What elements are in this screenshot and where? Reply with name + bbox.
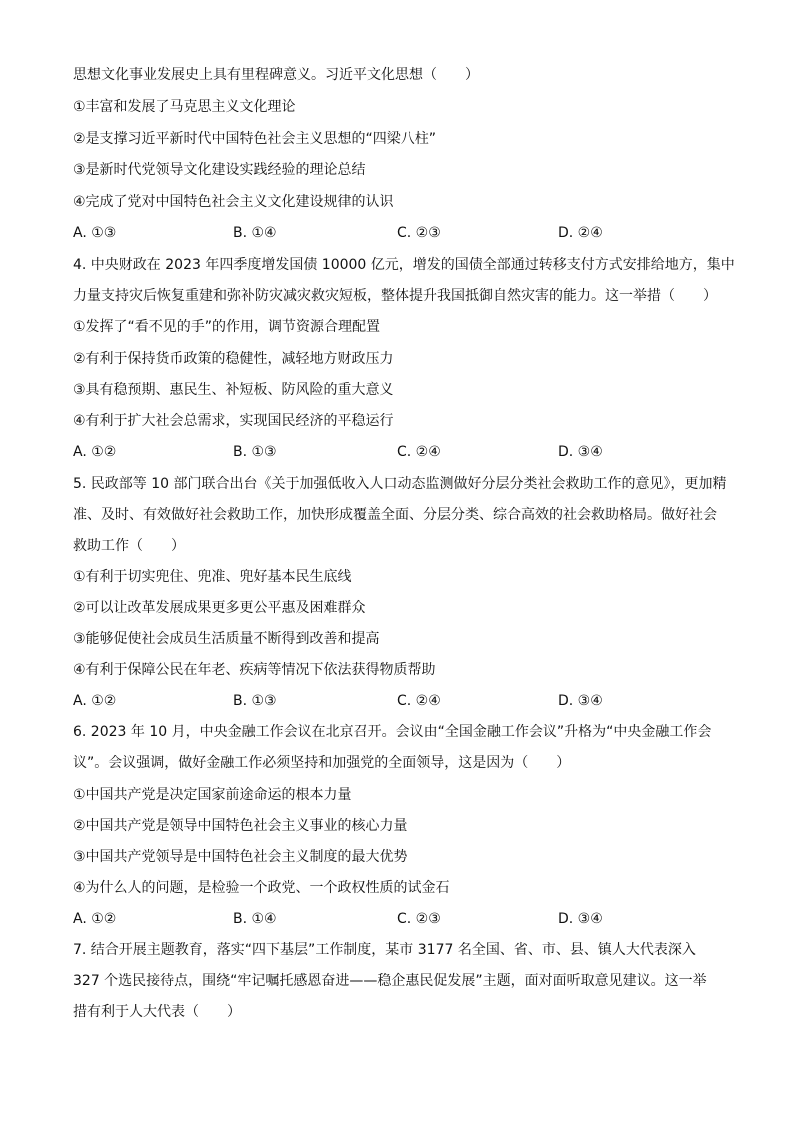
q4-option-b: B. ①③ bbox=[233, 444, 277, 460]
q6-statement-3: ③中国共产党领导是中国特色社会主义制度的最大优势 bbox=[73, 849, 408, 865]
q3-statement-4: ④完成了党对中国特色社会主义文化建设规律的认识 bbox=[73, 194, 394, 210]
q4-statement-1: ①发挥了“看不见的手”的作用，调节资源合理配置 bbox=[73, 319, 381, 335]
q5-option-a: A. ①② bbox=[73, 693, 117, 709]
q4-stem-line-2: 力量支持灾后恢复重建和弥补防灾减灾救灾短板，整体提升我国抵御自然灾害的能力。这一举措（ ） bbox=[73, 288, 717, 304]
q4-option-d: D. ③④ bbox=[558, 444, 603, 460]
q5-option-c: C. ②④ bbox=[397, 693, 441, 709]
q5-statement-4: ④有利于保障公民在年老、疾病等情况下依法获得物质帮助 bbox=[73, 662, 436, 678]
q7-stem-line-1: 7. 结合开展主题教育，落实“四下基层”工作制度，某市 3177 名全国、省、市、县、镇人大代表深入 bbox=[73, 942, 696, 958]
q6-option-d: D. ③④ bbox=[558, 911, 603, 927]
q6-option-b: B. ①④ bbox=[233, 911, 277, 927]
q5-stem-line-1: 5. 民政部等 10 部门联合出台《关于加强低收入人口动态监测做好分层分类社会救助工作的意见》，更加精 bbox=[73, 476, 727, 492]
q5-option-b: B. ①③ bbox=[233, 693, 277, 709]
q6-stem-line-2: 议”。会议强调，做好金融工作必须坚持和加强党的全面领导，这是因为（ ） bbox=[73, 755, 571, 771]
q3-statement-2: ②是支撑习近平新时代中国特色社会主义思想的“四梁八柱” bbox=[73, 131, 437, 147]
q6-option-c: C. ②③ bbox=[397, 911, 441, 927]
q5-statement-3: ③能够促使社会成员生活质量不断得到改善和提高 bbox=[73, 631, 380, 647]
q4-option-a: A. ①② bbox=[73, 444, 117, 460]
q5-statement-1: ①有利于切实兜住、兜准、兜好基本民生底线 bbox=[73, 569, 352, 585]
q4-statement-3: ③具有稳预期、惠民生、补短板、防风险的重大意义 bbox=[73, 382, 394, 398]
q6-statement-1: ①中国共产党是决定国家前途命运的根本力量 bbox=[73, 787, 352, 803]
q3-stem-tail: 思想文化事业发展史上具有里程碑意义。习近平文化思想（ ） bbox=[73, 67, 479, 83]
q4-option-c: C. ②④ bbox=[397, 444, 441, 460]
q3-statement-1: ①丰富和发展了马克思主义文化理论 bbox=[73, 99, 296, 115]
q5-option-d: D. ③④ bbox=[558, 693, 603, 709]
q7-stem-line-2: 327 个选民接待点，围绕“牢记嘱托感恩奋进——稳企惠民促发展”主题，面对面听取意见建议。这一举 bbox=[73, 973, 707, 989]
q4-stem-line-1: 4. 中央财政在 2023 年四季度增发国债 10000 亿元，增发的国债全部通过转移支付方式安排给地方，集中 bbox=[73, 257, 735, 273]
q4-statement-4: ④有利于扩大社会总需求，实现国民经济的平稳运行 bbox=[73, 413, 394, 429]
q3-option-a: A. ①③ bbox=[73, 225, 117, 241]
q3-statement-3: ③是新时代党领导文化建设实践经验的理论总结 bbox=[73, 162, 366, 178]
q6-statement-2: ②中国共产党是领导中国特色社会主义事业的核心力量 bbox=[73, 818, 408, 834]
q6-option-a: A. ①② bbox=[73, 911, 117, 927]
q3-option-d: D. ②④ bbox=[558, 225, 603, 241]
q7-stem-line-3: 措有利于人大代表（ ） bbox=[73, 1004, 241, 1020]
q5-stem-line-3: 救助工作（ ） bbox=[73, 538, 185, 554]
q6-stem-line-1: 6. 2023 年 10 月，中央金融工作会议在北京召开。会议由“全国金融工作会议”升格为“中央金融工作会 bbox=[73, 724, 712, 740]
q4-statement-2: ②有利于保持货币政策的稳健性，减轻地方财政压力 bbox=[73, 351, 394, 367]
q3-option-c: C. ②③ bbox=[397, 225, 441, 241]
q5-statement-2: ②可以让改革发展成果更多更公平惠及困难群众 bbox=[73, 600, 366, 616]
q6-statement-4: ④为什么人的问题，是检验一个政党、一个政权性质的试金石 bbox=[73, 880, 450, 896]
q3-option-b: B. ①④ bbox=[233, 225, 277, 241]
q5-stem-line-2: 准、及时、有效做好社会救助工作，加快形成覆盖全面、分层分类、综合高效的社会救助格局。做好社会 bbox=[73, 507, 717, 523]
